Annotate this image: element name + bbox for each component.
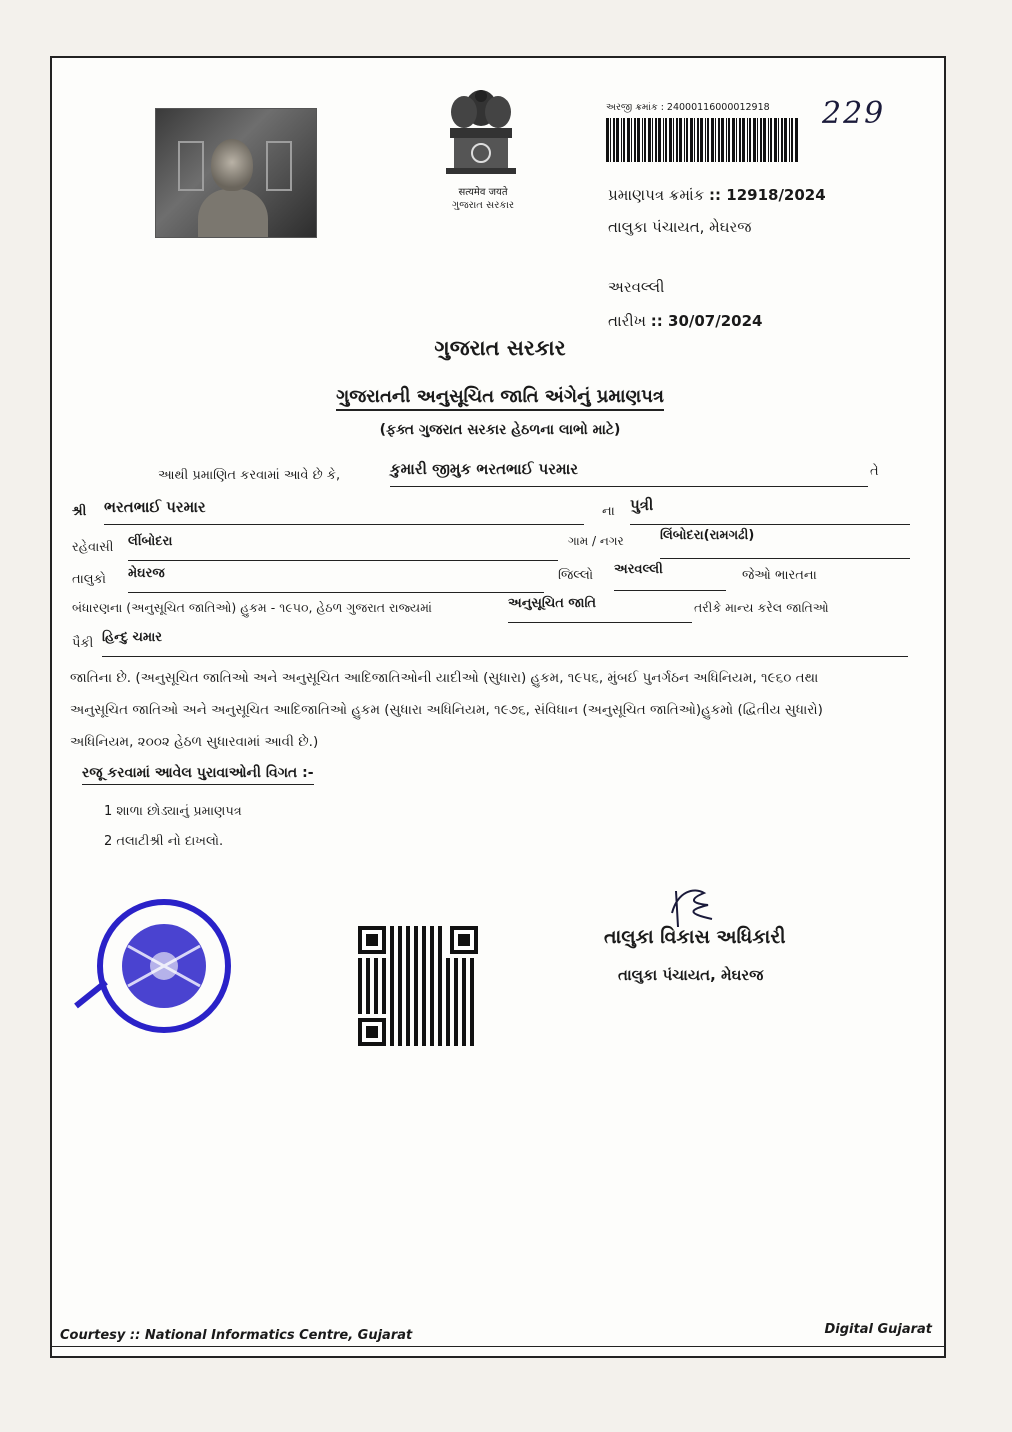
constitution-text: બંધારણના (અનુસૂચિત જાતિઓ) હુકમ - ૧૯૫૦, હેઠળ ગુજરાત રાજ્યમાં [72, 600, 432, 615]
legal-paragraph-line: અનુસૂચિત જાતિઓ અને અનુસૂચિત આદિજાતિઓ હુકમ (સુધારા અધિનિયમ, ૧૯૭૬, સંવિધાન (અનુસૂચિત જાતિઓ)હુકમો (દ્વિતીય સુધારો) [70, 702, 823, 718]
signatory-office: તાલુકા પંચાયત, મેઘરજ [618, 966, 764, 984]
resident-label: રહેવાસી [72, 540, 114, 555]
resident-value: લીંબોદરા [128, 534, 173, 549]
evidence-item: 2 તલાટીશ્રી નો દાખલો. [104, 834, 224, 849]
legal-paragraph-line: જાતિના છે. (અનુસૂચિત જાતિઓ અને અનુસૂચિત આદિજાતિઓની યાદીઓ (સુધારા) હુકમ, ૧૯૫૬, મુંબઈ પુનર્ગઠન અધિનિયમ, ૧૯૬૦ તથા [70, 670, 819, 686]
signature-icon [664, 883, 724, 931]
relation-value: પુત્રી [630, 496, 654, 514]
applicant-name: કુમારી જીમુક ભરતભાઈ પરમાર [390, 460, 579, 478]
certificate-number-row [608, 186, 826, 204]
applicant-name-field [390, 460, 868, 487]
photo-person-face [211, 139, 253, 191]
te-text: તે [870, 464, 879, 479]
handwritten-number: 229 [822, 96, 886, 131]
taluka-label: તાલુકો [72, 572, 107, 587]
footer-divider [52, 1346, 944, 1347]
certificate-note: (ફક્ત ગુજરાત સરકાર હેઠળના લાભો માટે) [379, 422, 621, 438]
photo-background-window [178, 141, 204, 191]
resident-field [128, 534, 558, 561]
national-emblem-icon [436, 78, 526, 198]
village-value: લિંબોદરા(રામગઢી) [660, 528, 755, 543]
application-number: અરજી ક્રમાંક : 24000116000012918 [606, 102, 770, 113]
emblem-caption: ગુજરાત સરકાર [451, 200, 515, 211]
issue-date-label: તારીખ [608, 312, 646, 330]
category-field [508, 596, 692, 623]
na-text: ના [602, 504, 615, 519]
father-name: ભરતભાઈ પરમાર [104, 498, 206, 516]
shri-label: શ્રી [72, 504, 87, 519]
legal-paragraph-line: અધિનિયમ, ૨૦૦૨ હેઠળ સુધારવામાં આવી છે.) [70, 734, 319, 750]
intro-text: આથી પ્રમાણિત કરવામાં આવે છે કે, [158, 468, 341, 483]
signatory-title: તાલુકા વિકાસ અધિકારી [604, 926, 786, 948]
among-label: પૈકી [72, 636, 94, 651]
father-name-field [104, 498, 584, 525]
certificate-number-value: :: 12918/2024 [709, 186, 826, 204]
certificate-title-wrap [52, 386, 948, 407]
caste-value: હિન્દુ ચમાર [102, 630, 162, 645]
village-label: ગામ / નગર [568, 534, 624, 548]
footer-digital-gujarat: Digital Gujarat [824, 1322, 932, 1337]
india-text: જેઓ ભારતના [742, 568, 817, 583]
district-field [614, 562, 726, 591]
relation-field [630, 496, 910, 525]
issue-date-value: :: 30/07/2024 [650, 312, 763, 330]
emblem-motto: सत्यमेव जयते [458, 187, 508, 198]
photo-background-window [266, 141, 292, 191]
applicant-photo [155, 108, 317, 238]
government-title: ગુજરાત સરકાર [434, 336, 566, 360]
evidence-item: 1 શાળા છોડ્યાનું પ્રમાણપત્ર [104, 804, 242, 819]
issue-date-row [608, 312, 762, 330]
taluka-value: મેઘરજ [128, 566, 165, 581]
photo-person-body [198, 189, 268, 237]
issuing-district: અરવલ્લી [608, 278, 665, 296]
certificate-number-label: પ્રમાણપત્ર ક્રમાંક [608, 186, 705, 204]
evidence-heading: રજૂ કરવામાં આવેલ પુરાવાઓની વિગત :- [82, 765, 314, 785]
taluka-field [128, 566, 544, 593]
barcode-icon [606, 118, 798, 162]
certificate-page [50, 56, 946, 1358]
caste-field [102, 630, 908, 657]
certificate-title: ગુજરાતની અનુસૂચિત જાતિ અંગેનું પ્રમાણપત્ર [336, 386, 664, 411]
district-label: જિલ્લો [558, 568, 594, 583]
qr-code-icon [358, 926, 478, 1046]
village-field [660, 528, 910, 559]
recognized-text: તરીકે માન્ય કરેલ જાતિઓ [694, 600, 829, 615]
legal-paragraph [70, 662, 910, 758]
issuing-office: તાલુકા પંચાયત, મેઘરજ [608, 218, 752, 236]
category-value: અનુસૂચિત જાતિ [508, 596, 597, 611]
official-stamp-icon [66, 886, 236, 1046]
footer-courtesy: Courtesy :: National Informatics Centre, Gujarat [60, 1328, 413, 1343]
district-value: અરવલ્લી [614, 562, 663, 577]
